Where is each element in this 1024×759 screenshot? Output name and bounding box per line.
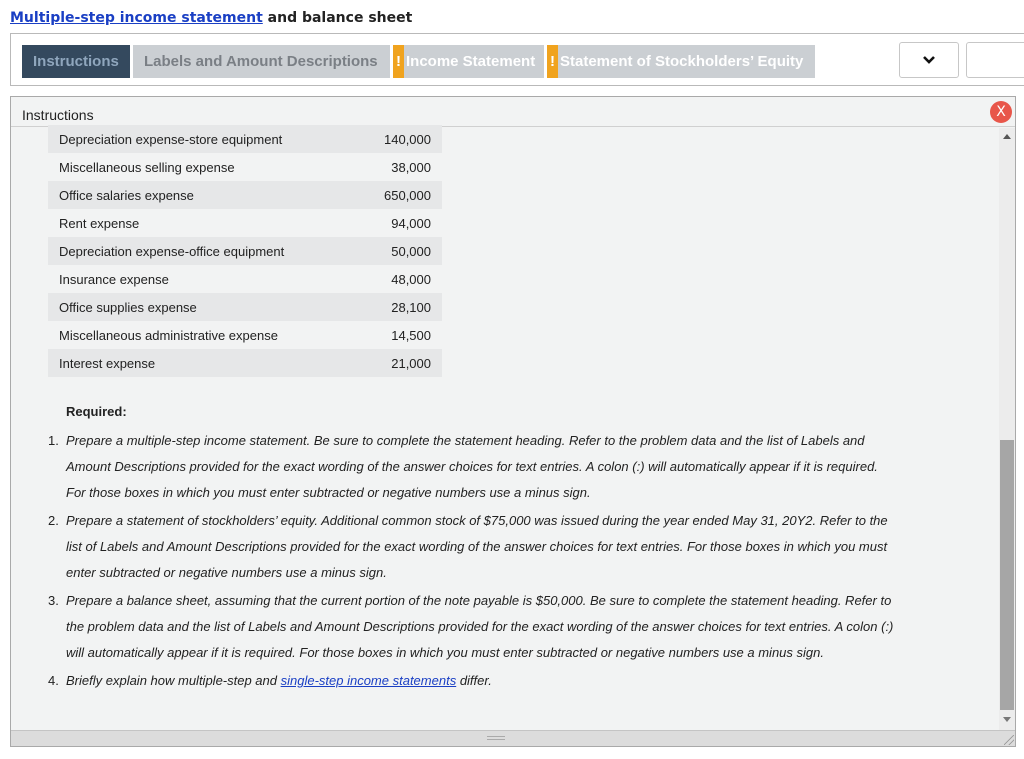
table-row bbox=[48, 293, 442, 321]
table-row bbox=[48, 265, 442, 293]
warning-icon: ! bbox=[547, 45, 558, 78]
title-link[interactable]: Multiple-step income statement bbox=[10, 10, 263, 26]
expense-amount: 140,000 bbox=[322, 125, 442, 153]
chevron-down-icon bbox=[922, 55, 936, 65]
tab-label: Labels and Amount Descriptions bbox=[144, 53, 378, 70]
resize-bar[interactable] bbox=[11, 730, 1015, 746]
required-heading: Required: bbox=[66, 404, 127, 419]
table-row bbox=[48, 321, 442, 349]
tab-statement-of-stockholders-equity[interactable] bbox=[547, 45, 815, 78]
expense-amount: 650,000 bbox=[322, 181, 442, 209]
expense-amount: 28,100 bbox=[322, 293, 442, 321]
expense-amount: 21,000 bbox=[322, 349, 442, 377]
item-text: Prepare a balance sheet, assuming that the current portion of the note payable is $50,000. Be sure to complete the statement heading. Refer to the problem data and the list of Labels and Amount Descriptions provided for the exact wording of the answer choices for text entries. A colon (:) will automatically appear if it is required. For those boxes in which you must enter subtracted or negative numbers use a minus sign. bbox=[66, 593, 894, 660]
table-row bbox=[48, 153, 442, 181]
tab-label: Statement of Stockholders’ Equity bbox=[560, 53, 804, 70]
expense-label: Office salaries expense bbox=[48, 181, 322, 209]
tab-instructions[interactable] bbox=[22, 45, 130, 78]
tab-dropdown-button[interactable] bbox=[899, 42, 959, 78]
item-number: 4. bbox=[48, 673, 59, 688]
table-row bbox=[48, 349, 442, 377]
expense-label: Depreciation expense-store equipment bbox=[48, 125, 322, 153]
list-item bbox=[48, 668, 901, 694]
expense-amount: 50,000 bbox=[322, 237, 442, 265]
panel-header bbox=[11, 97, 1015, 127]
scrollbar-thumb[interactable] bbox=[1000, 440, 1014, 710]
panel-title: Instructions bbox=[22, 107, 94, 123]
expense-label: Rent expense bbox=[48, 209, 322, 237]
expense-table bbox=[48, 125, 442, 377]
resize-corner-icon[interactable] bbox=[1004, 735, 1014, 745]
single-step-link[interactable]: single-step income statements bbox=[280, 673, 457, 688]
item-number: 3. bbox=[48, 593, 59, 608]
close-button[interactable]: X bbox=[990, 101, 1012, 123]
tab-label: Income Statement bbox=[406, 53, 536, 70]
scroll-down-icon[interactable] bbox=[1003, 717, 1011, 722]
list-item bbox=[48, 428, 901, 506]
tab-nav-button[interactable] bbox=[966, 42, 1024, 78]
tab-bar bbox=[10, 33, 1024, 86]
table-row bbox=[48, 209, 442, 237]
page-title bbox=[10, 10, 412, 26]
vertical-scrollbar[interactable] bbox=[999, 128, 1015, 730]
expense-label: Miscellaneous selling expense bbox=[48, 153, 322, 181]
instructions-panel bbox=[10, 96, 1016, 747]
expense-amount: 94,000 bbox=[322, 209, 442, 237]
expense-amount: 48,000 bbox=[322, 265, 442, 293]
expense-label: Miscellaneous administrative expense bbox=[48, 321, 322, 349]
expense-amount: 14,500 bbox=[322, 321, 442, 349]
item-text: Prepare a statement of stockholders’ equity. Additional common stock of $75,000 was issued during the year ended May 31, 20Y2. Refer to the list of Labels and Amount Descriptions provided for the exact wording of the answer choices for text entries. For those boxes in which you must enter subtracted or negative numbers use a minus sign. bbox=[66, 513, 888, 580]
table-row bbox=[48, 181, 442, 209]
grip-icon bbox=[487, 736, 505, 740]
item-number: 2. bbox=[48, 513, 59, 528]
required-list bbox=[48, 428, 901, 696]
tab-labels-and-amount-descriptions[interactable] bbox=[133, 45, 390, 78]
warning-icon: ! bbox=[393, 45, 404, 78]
expense-amount: 38,000 bbox=[322, 153, 442, 181]
item-text: differ. bbox=[456, 673, 492, 688]
expense-label: Insurance expense bbox=[48, 265, 322, 293]
tab-income-statement[interactable] bbox=[393, 45, 544, 78]
scroll-up-icon[interactable] bbox=[1003, 134, 1011, 139]
expense-label: Interest expense bbox=[48, 349, 322, 377]
item-text: Prepare a multiple-step income statement. Be sure to complete the statement heading. Refer to the problem data and the list of Labels and Amount Descriptions provided for the exact wording of the answer choices for text entries. A colon (:) will automatically appear if it is required. For those boxes in which you must enter subtracted or negative numbers use a minus sign. bbox=[66, 433, 878, 500]
item-text: Briefly explain how multiple-step and bbox=[66, 673, 281, 688]
item-number: 1. bbox=[48, 433, 59, 448]
table-row bbox=[48, 125, 442, 153]
title-rest: and balance sheet bbox=[262, 10, 413, 26]
expense-label: Depreciation expense-office equipment bbox=[48, 237, 322, 265]
table-row bbox=[48, 237, 442, 265]
expense-label: Office supplies expense bbox=[48, 293, 322, 321]
list-item bbox=[48, 508, 901, 586]
list-item bbox=[48, 588, 901, 666]
tab-label: Instructions bbox=[33, 53, 119, 70]
